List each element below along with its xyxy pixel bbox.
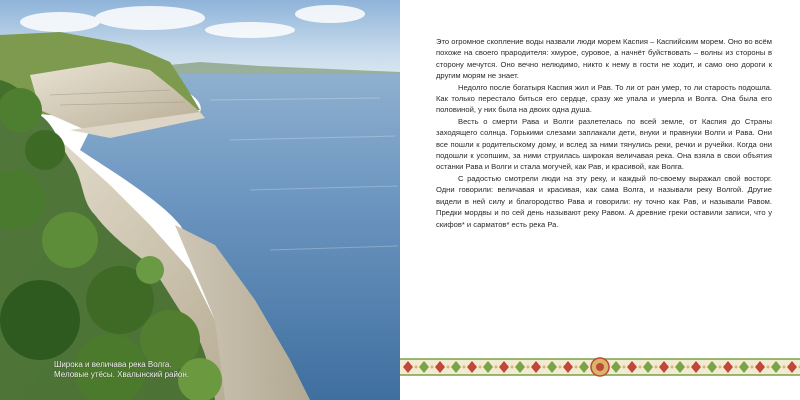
ornament-dot — [751, 366, 754, 369]
paragraph: Это огромное скопление воды назвали люди морем Каспия – Каспийским морем. Оно во всём похоже на своего прародителя: хмурое, суровое, а начнёт буйствовать – волны из стороны в сторону мечутся. Оно вечно нелюдимо, никто к нему в гости не ходит, и само оно дороги к другим морям не знает. — [436, 37, 772, 81]
ornament-dot — [495, 366, 498, 369]
ornament-dot — [431, 366, 434, 369]
ornament-dot — [575, 366, 578, 369]
ornament-dot — [559, 366, 562, 369]
ornament-dot — [671, 366, 674, 369]
paragraph: Недолго после богатыря Каспия жил и Рав. То ли от ран умер, то ли старость подошла. Как только перестало биться его сердце, сразу же упала и умерла и Волга. Она была его половиной, у них была на двоих одна душа. — [436, 82, 772, 115]
ornament-dot — [527, 366, 530, 369]
photo-caption — [54, 360, 214, 380]
ornament-dot — [543, 366, 546, 369]
ornament-dot — [415, 366, 418, 369]
ornament-dot — [623, 366, 626, 369]
paragraph: Весть о смерти Рава и Волги разлетелась по всей земле, от Каспия до Страны заходящего солнца. Горькими слезами заплакали дети, внуки и правнуки Волги и Рава. Они все пошли к родительскому дому, и вслед за ними тянулись реки, речки и ручейки. Когда они подошли к усопшим, за ними струилась широкая величавая река. Она взяла в свои объятия останки Рава и Волги и стала могучей, как Рав, и красивой, как Волга. — [436, 116, 772, 172]
ornament-dot — [687, 366, 690, 369]
text-page — [400, 0, 800, 400]
ornament-center-medallion — [591, 358, 609, 376]
ornament-dot — [767, 366, 770, 369]
ornament-dot — [447, 366, 450, 369]
ornament-dot — [479, 366, 482, 369]
ornament-dot — [735, 366, 738, 369]
ornament-dot — [639, 366, 642, 369]
ornament-dot — [703, 366, 706, 369]
ornament-dot — [511, 366, 514, 369]
caption-line: Меловые утёсы. Хвалынский район. — [54, 370, 190, 379]
ornament-border — [400, 355, 800, 379]
ornament-dot — [655, 366, 658, 369]
ornament-dot — [719, 366, 722, 369]
ornament-dot — [783, 366, 786, 369]
caption-line: Широка и величава река Волга. — [54, 360, 172, 369]
ornament-dot — [463, 366, 466, 369]
body-text — [436, 36, 772, 230]
paragraph: С радостью смотрели люди на эту реку, и каждый по-своему выражал свой восторг. Одни говорили: величавая и красивая, как сама Волга, и называли реку Волгой. Другие видели в ней силу и благородство Рава и говорили: ну точно как Рав, и называли Равом. Предки мордвы и по сей день называют реку Равом. А древние греки оставили записи, что у скифов* и сарматов* есть река Ра. — [436, 173, 772, 229]
